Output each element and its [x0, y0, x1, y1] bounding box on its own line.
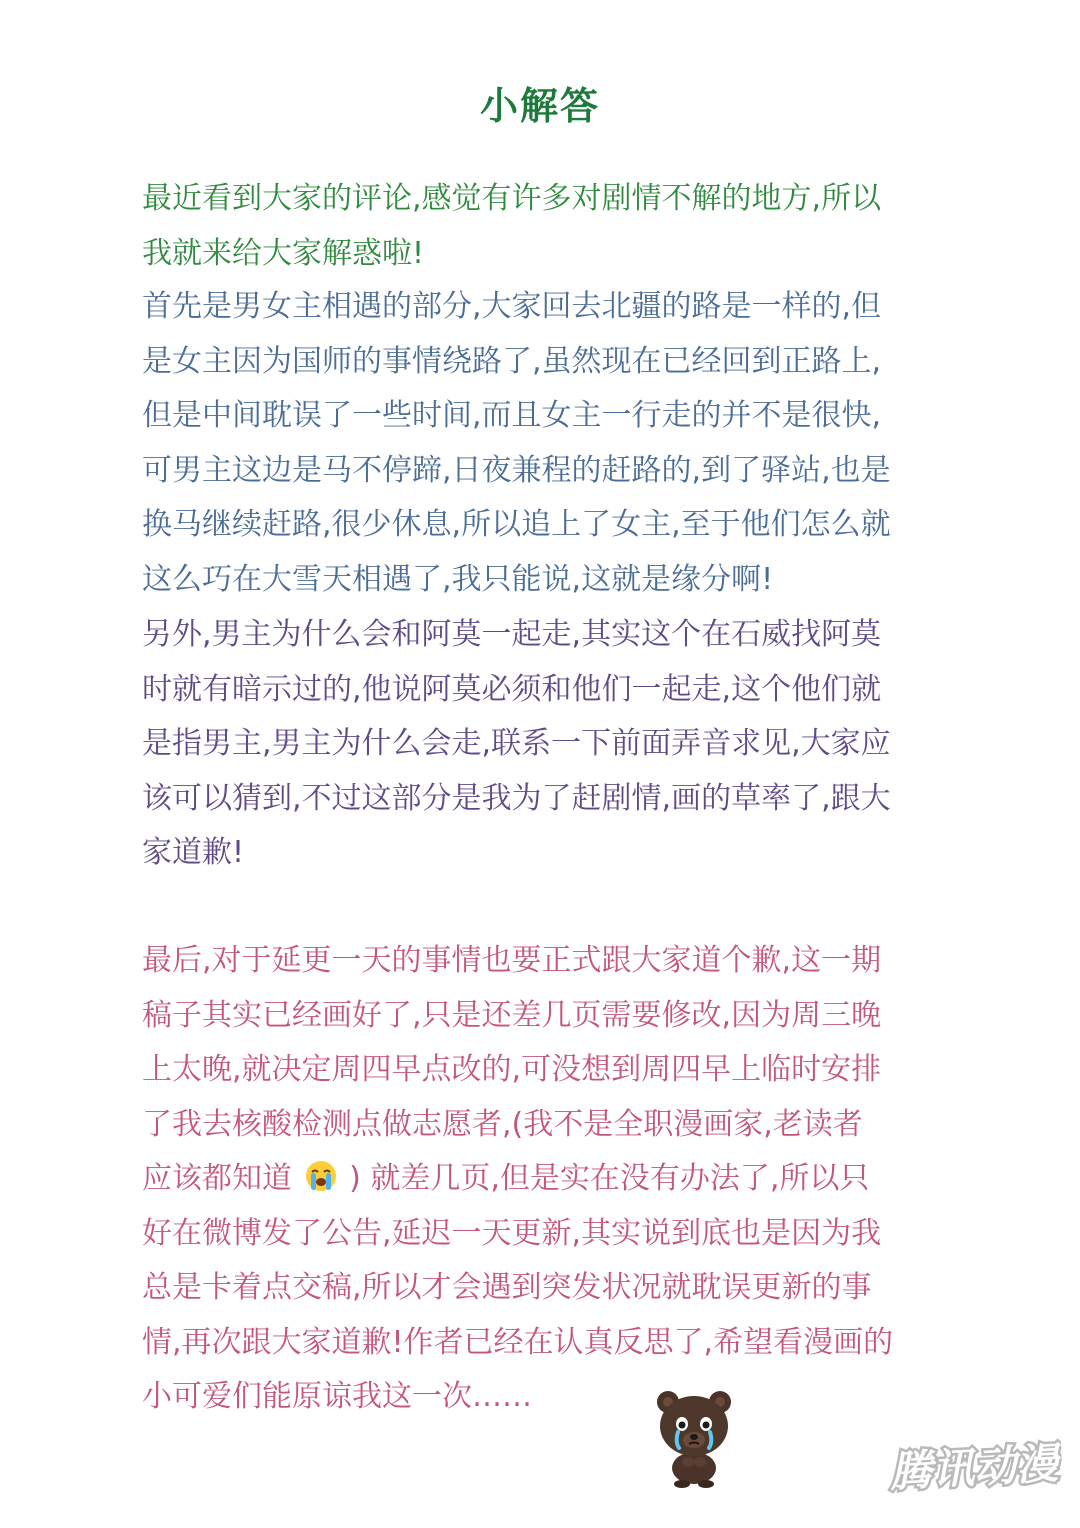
apology-paragraph — [142, 934, 962, 1425]
text-line: 总是卡着点交稿,所以才会遇到突发状况就耽误更新的事 — [142, 1270, 872, 1305]
text-line: 换马继续赶路,很少休息,所以追上了女主,至于他们怎么就 — [142, 507, 891, 542]
page-title: 小解答 — [479, 84, 600, 128]
text-line: 首先是男女主相遇的部分,大家回去北疆的路是一样的,但 — [142, 289, 882, 324]
text-line: 是指男主,男主为什么会走,联系一下前面弄音求见,大家应 — [142, 726, 891, 761]
text-line-with-emoji — [142, 1152, 962, 1207]
text-line: 我就来给大家解惑啦! — [142, 235, 425, 271]
explanation-meeting-paragraph — [142, 280, 962, 607]
text-line: 另外,男主为什么会和阿莫一起走,其实这个在石威找阿莫 — [142, 617, 882, 652]
intro-paragraph — [142, 172, 962, 281]
text-line: 上太晚,就决定周四早点改的,可没想到周四早上临时安排 — [142, 1052, 882, 1087]
text-line: 这么巧在大雪天相遇了,我只能说,这就是缘分啊! — [142, 561, 774, 597]
text-line: 是女主因为国师的事情绕路了,虽然现在已经回到正路上, — [142, 343, 882, 379]
loudly-crying-face-icon — [304, 1159, 338, 1193]
text-line: 了我去核酸检测点做志愿者,(我不是全职漫画家,老读者 — [142, 1106, 863, 1142]
text-line: 可男主这边是马不停蹄,日夜兼程的赶路的,到了驿站,也是 — [142, 452, 891, 488]
explanation-amo-paragraph — [142, 608, 962, 881]
text-line: 时就有暗示过的,他说阿莫必须和他们一起走,这个他们就 — [142, 671, 882, 707]
text-line: 该可以猜到,不过这部分是我为了赶剧情,画的草率了,跟大 — [142, 780, 891, 816]
text-segment: 应该都知道 — [142, 1161, 302, 1196]
watermark-logo — [884, 1423, 1064, 1508]
text-line: 最近看到大家的评论,感觉有许多对剧情不解的地方,所以 — [142, 181, 882, 216]
text-line: 稿子其实已经画好了,只是还差几页需要修改,因为周三晚 — [142, 997, 882, 1033]
watermark-text: 腾讯动漫 — [888, 1438, 1060, 1497]
text-line: 情,再次跟大家道歉!作者已经在认真反思了,希望看漫画的 — [142, 1324, 894, 1360]
text-segment: ) 就差几页,但是实在没有办法了,所以只 — [339, 1161, 870, 1196]
crying-bear-icon — [648, 1382, 740, 1490]
text-line: 小可爱们能原谅我这一次…… — [142, 1379, 532, 1414]
text-line: 家道歉! — [142, 835, 245, 870]
text-line: 最后,对于延更一天的事情也要正式跟大家道个歉,这一期 — [142, 943, 882, 978]
text-line: 但是中间耽误了一些时间,而且女主一行走的并不是很快, — [142, 398, 882, 433]
text-line: 好在微博发了公告,延迟一天更新,其实说到底也是因为我 — [142, 1215, 882, 1251]
